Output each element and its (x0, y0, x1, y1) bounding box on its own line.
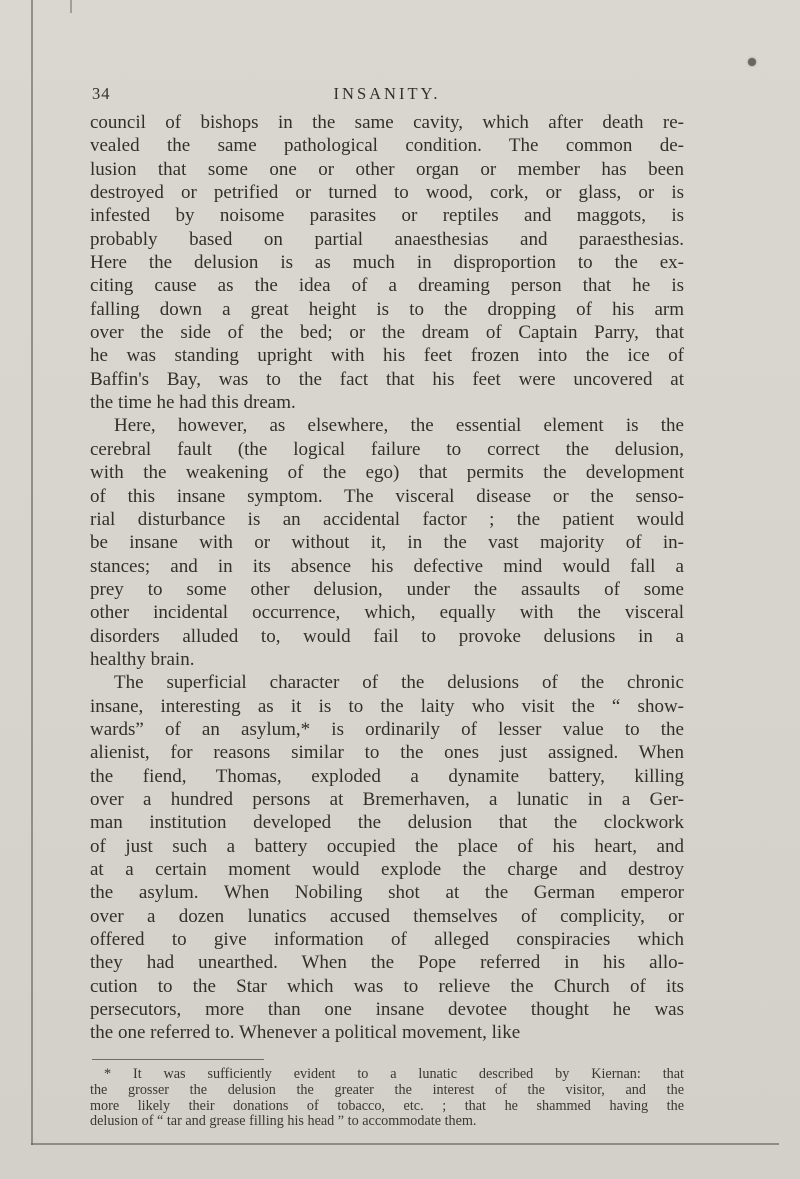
footnote (90, 1067, 684, 1130)
text-line: Here, however, as elsewhere, the essential element is the (114, 415, 684, 437)
text-line: offered to give information of alleged conspiracies which (90, 929, 684, 951)
paragraph-3 (90, 671, 684, 1045)
text-line: be insane with or without it, in the vast majority of in- (90, 532, 684, 554)
text-line: the asylum. When Nobiling shot at the German emperor (90, 882, 684, 904)
text-line: other incidental occurrence, which, equally with the visceral (90, 602, 684, 624)
page-number: 34 (92, 84, 111, 103)
paragraph-1 (90, 111, 684, 414)
text-line: falling down a great height is to the dropping of his arm (90, 298, 684, 320)
text-line: The superficial character of the delusions of the chronic (114, 672, 684, 694)
page-edge-line-bottom (31, 1143, 779, 1145)
page-edge-line-left (31, 0, 33, 1145)
text-line: of just such a battery occupied the place of his heart, and (90, 835, 684, 857)
text-line: the one referred to. Whenever a political movement, like (90, 1022, 521, 1044)
footnote-line: more likely their donations of tobacco, etc. ; that he shammed having the (90, 1097, 684, 1114)
running-head (90, 84, 684, 108)
scan-mark (70, 0, 72, 13)
footnote-line: * It was sufficiently evident to a lunatic described by Kiernan: that (104, 1066, 684, 1082)
text-line: man institution developed the delusion that the clockwork (90, 812, 684, 834)
text-line: at a certain moment would explode the charge and destroy (90, 859, 684, 880)
text-line: Baffin's Bay, was to the fact that his feet were uncovered at (90, 368, 684, 390)
running-title: INSANITY. (333, 84, 441, 103)
text-line: over a hundred persons at Bremerhaven, a lunatic in a Ger- (90, 788, 684, 810)
text-line: destroyed or petrified or turned to wood, cork, or glass, or is (90, 182, 684, 204)
text-line: Here the delusion is as much in disproportion to the ex- (90, 252, 684, 274)
footnote-line: delusion of “ tar and grease filling his head ” to accommodate them. (90, 1113, 477, 1130)
text-line: disorders alluded to, would fail to provoke delusions in a (90, 625, 684, 647)
text-line: the time he had this dream. (90, 392, 296, 414)
text-line: wards” of an asylum,* is ordinarily of lesser value to the (90, 718, 684, 740)
text-line: vealed the same pathological condition. The common de- (90, 135, 684, 157)
text-line: council of bishops in the same cavity, which after death re- (90, 112, 684, 133)
text-line: stances; and in its absence his defective mind would fall a (90, 555, 684, 577)
body-text (90, 111, 684, 1045)
scan-speck (748, 58, 756, 66)
text-line: he was standing upright with his feet frozen into the ice of (90, 345, 684, 367)
text-line: citing cause as the idea of a dreaming person that he is (90, 275, 684, 297)
footnote-line: the grosser the delusion the greater the interest of the visitor, and the (90, 1081, 684, 1098)
text-line: insane, interesting as it is to the laity who visit the “ show- (90, 695, 684, 717)
text-line: they had unearthed. When the Pope referred in his allo- (90, 952, 684, 974)
text-line: with the weakening of the ego) that permits the development (90, 462, 684, 484)
text-line: probably based on partial anaesthesias and paraesthesias. (90, 228, 684, 250)
text-line: alienist, for reasons similar to the ones just assigned. When (90, 742, 684, 764)
text-line: rial disturbance is an accidental factor ; the patient would (90, 508, 684, 530)
text-line: over a dozen lunatics accused themselves of complicity, or (90, 905, 684, 927)
text-line: the fiend, Thomas, exploded a dynamite battery, killing (90, 765, 684, 787)
text-line: cerebral fault (the logical failure to correct the delusion, (90, 438, 684, 460)
footnote-rule (92, 1059, 264, 1060)
text-line: healthy brain. (90, 648, 195, 670)
text-line: persecutors, more than one insane devotee thought he was (90, 999, 684, 1021)
text-line: of this insane symptom. The visceral disease or the senso- (90, 485, 684, 507)
text-line: lusion that some one or other organ or member has been (90, 158, 684, 180)
text-line: infested by noisome parasites or reptiles and maggots, is (90, 205, 684, 227)
text-line: cution to the Star which was to relieve the Church of its (90, 975, 684, 997)
text-line: prey to some other delusion, under the assaults of some (90, 578, 684, 600)
paragraph-2 (90, 414, 684, 671)
text-line: over the side of the bed; or the dream of Captain Parry, that (90, 322, 684, 344)
